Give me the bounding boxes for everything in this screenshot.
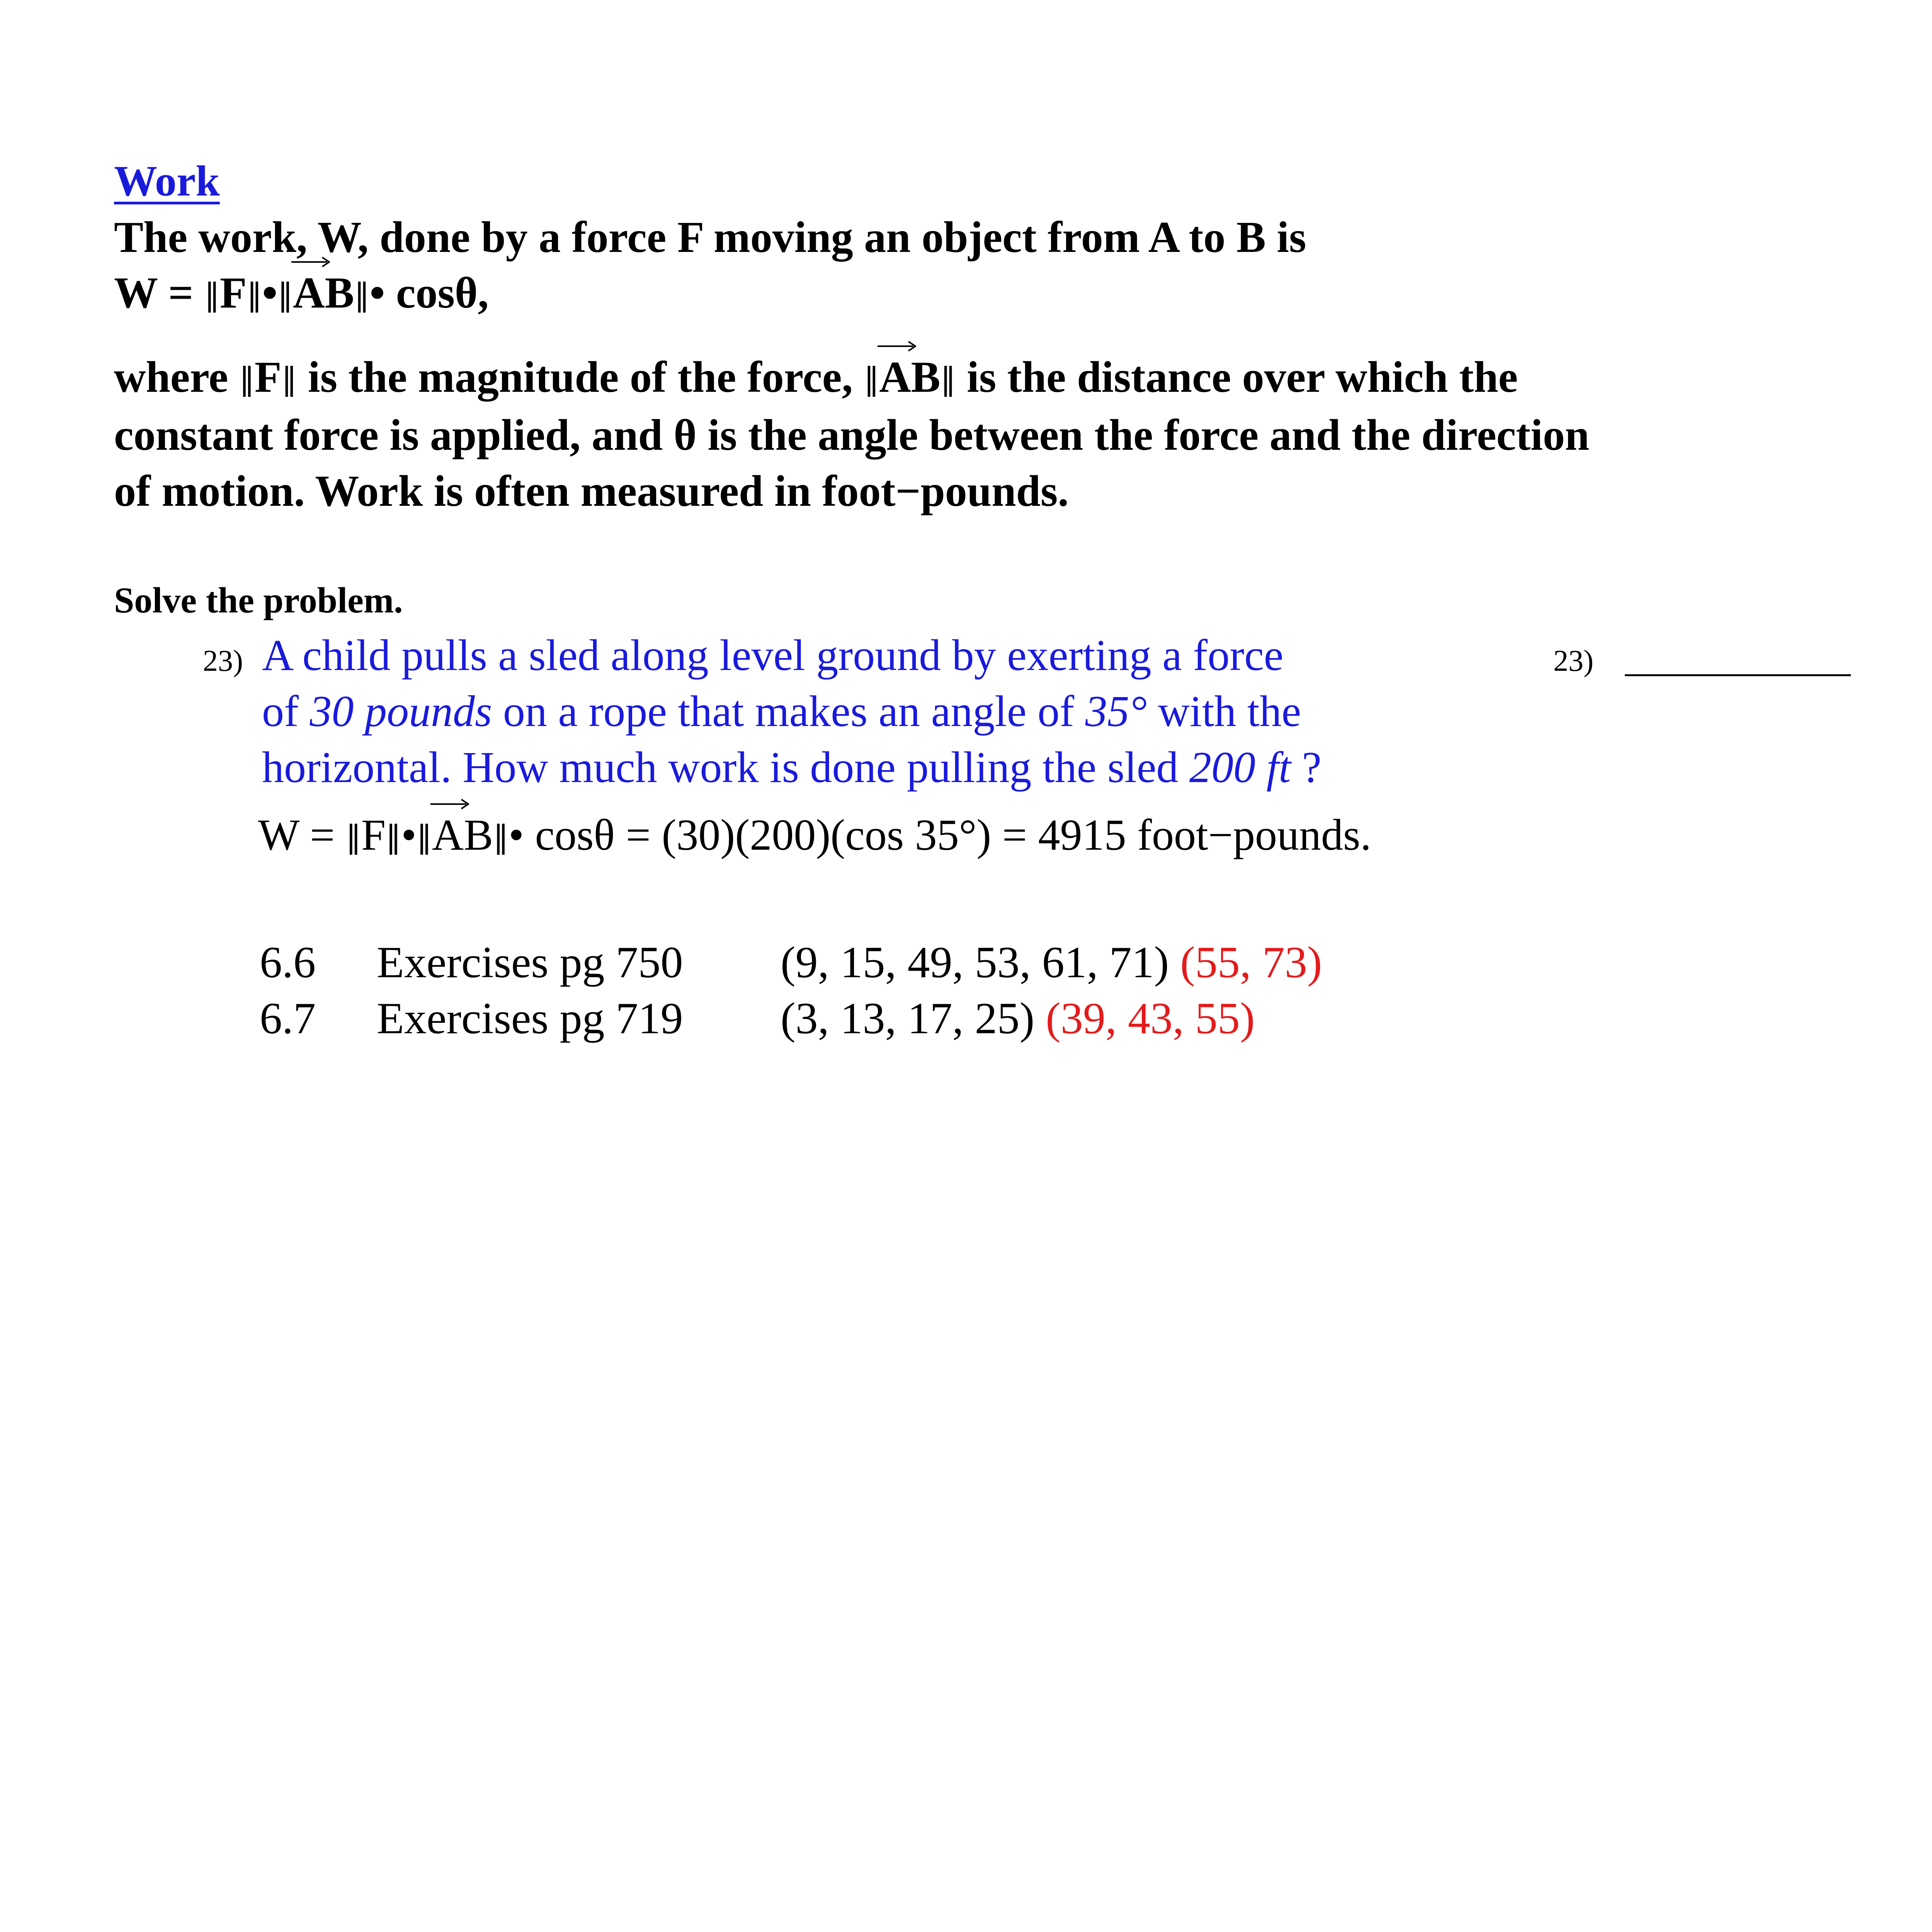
solve-heading: Solve the problem. (114, 580, 403, 621)
norm-bar: ‖ (277, 277, 293, 313)
norm-bar: ‖ (239, 361, 255, 397)
intro-text: The work, W, done by a force F moving an object from A to B is (114, 213, 1306, 262)
answer-blank-label: 23) (1553, 644, 1594, 677)
norm-bar: ‖ (386, 819, 401, 855)
formula-cos: cosθ, (396, 268, 489, 317)
definition-line-3: of motion. Work is often measured in foot−pounds. (114, 466, 1069, 515)
problem-line-1: A child pulls a sled along level ground by exerting a force (262, 631, 1284, 680)
exercise-section: 6.6 (260, 938, 316, 987)
exercise-section: 6.7 (260, 994, 316, 1043)
formula-bullet: • (369, 268, 396, 317)
problem-line-3: horizontal. How much work is done pulling the sled 200 ft ? (262, 743, 1321, 792)
norm-bar: ‖ (493, 819, 509, 855)
norm-bar: ‖ (416, 819, 432, 855)
section-heading-link[interactable]: Work (114, 157, 220, 205)
exercise-problems: (3, 13, 17, 25) (39, 43, 55) (781, 994, 1255, 1043)
exercise-label: Exercises pg 750 (377, 938, 683, 987)
exercise-label: Exercises pg 719 (377, 994, 683, 1043)
norm-bar: ‖ (204, 277, 220, 313)
norm-bar: ‖ (345, 819, 361, 855)
norm-bar: ‖ (247, 277, 262, 313)
exercise-problems: (9, 15, 49, 53, 61, 71) (55, 73) (781, 938, 1322, 987)
work-formula (114, 267, 489, 318)
vector-arrow-icon (878, 338, 916, 354)
vector-arrow-icon (291, 254, 330, 270)
problem-number: 23) (203, 644, 243, 677)
formula-dot: • (262, 268, 278, 317)
definition-line-2: constant force is applied, and θ is the angle between the force and the direction (114, 410, 1590, 459)
vector-ab: AB (432, 810, 493, 861)
formula-f: F (219, 268, 247, 317)
formula-w-eq: W = (114, 268, 204, 317)
norm-bar: ‖ (281, 361, 297, 397)
answer-blank-line[interactable] (1625, 674, 1851, 676)
problem-line-2: of 30 pounds on a rope that makes an angle of 35° with the (262, 687, 1301, 736)
vector-arrow-icon (430, 796, 469, 812)
norm-bar: ‖ (940, 361, 956, 397)
vector-ab: AB (879, 352, 940, 403)
norm-bar: ‖ (354, 277, 370, 313)
norm-bar: ‖ (864, 361, 879, 397)
vector-ab: AB (293, 267, 354, 318)
answer-line: W = ‖F‖•‖ AB‖• cosθ = (30)(200)(cos 35°) = 4915 foot−pounds. (258, 810, 1371, 861)
where-line: where ‖F‖ is the magnitude of the force, ‖ AB‖ is the distance over which the (114, 352, 1518, 403)
